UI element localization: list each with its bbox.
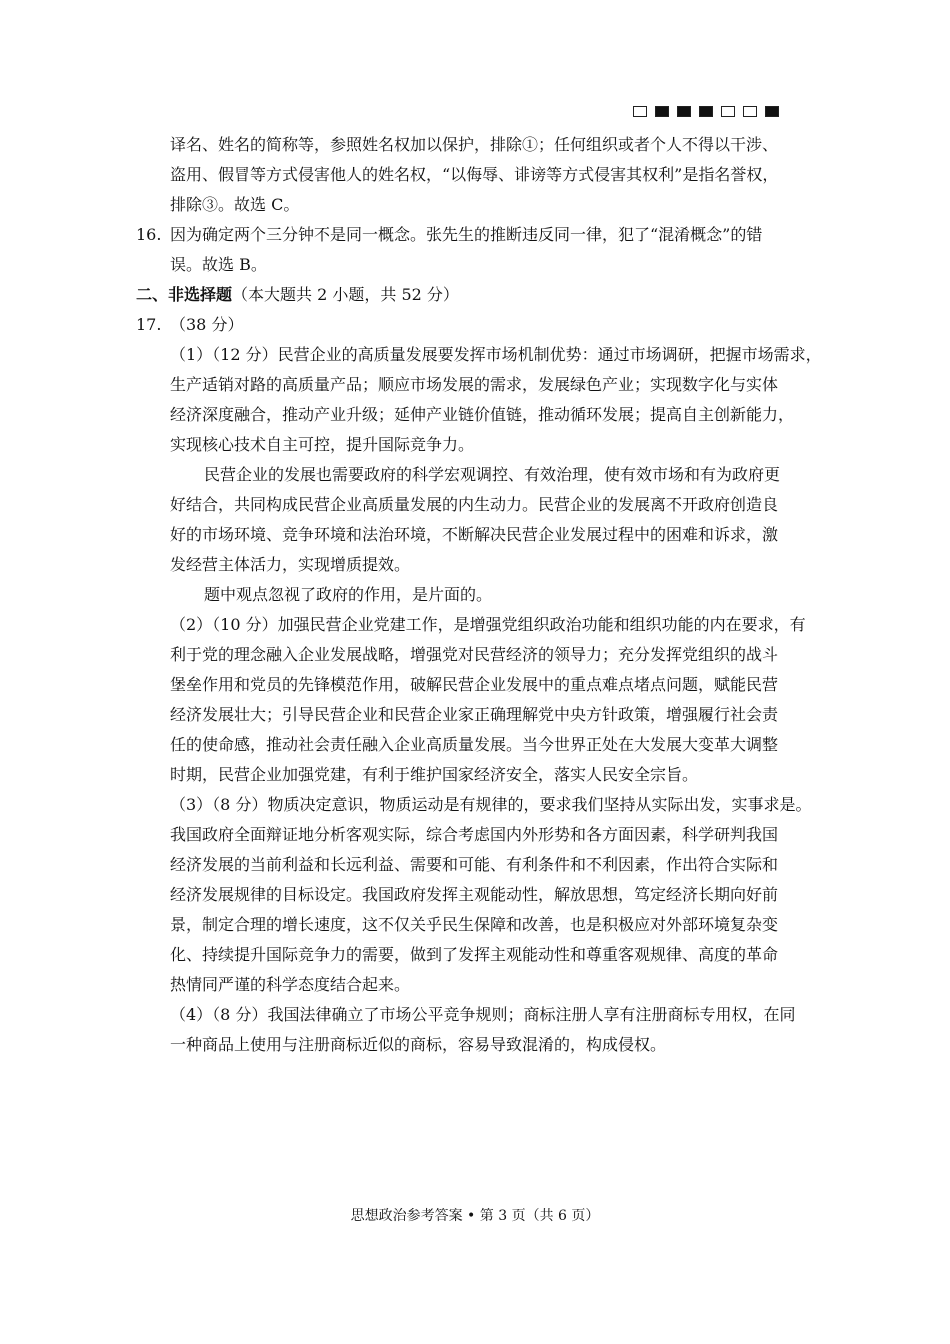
q17-part1-para2-line: 好的市场环境、竞争环境和法治环境，不断解决民营企业发展过程中的困难和诉求，激 (170, 525, 779, 544)
mark-square-3 (677, 106, 691, 117)
mark-square-4 (699, 106, 713, 117)
header-marks (633, 106, 779, 117)
section-note: （本大题共 2 小题，共 52 分） (232, 285, 459, 304)
q16-number: 16. (136, 225, 162, 244)
q17-part3-line: 景，制定合理的增长速度，这不仅关乎民生保障和改善，也是积极应对外部环境复杂变 (170, 915, 779, 934)
q17-part1-line: （1）（12 分）民营企业的高质量发展要发挥市场机制优势：通过市场调研，把握市场需求， (170, 345, 822, 364)
q17-number: 17. (136, 315, 162, 334)
q17-part3-line: 热情同严谨的科学态度结合起来。 (170, 975, 411, 994)
q17-part1-line: 生产适销对路的高质量产品；顺应市场发展的需求，发展绿色产业；实现数字化与实体 (170, 375, 779, 394)
q17-part4-line: 一种商品上使用与注册商标近似的商标，容易导致混淆的，构成侵权。 (170, 1035, 667, 1054)
q17-score: （38 分） (170, 315, 244, 334)
q17-part2-line: 利于党的理念融入企业发展战略，增强党对民营经济的领导力；充分发挥党组织的战斗 (170, 645, 779, 664)
q16-line: 误。故选 B。 (170, 255, 267, 274)
q17-heading (136, 310, 816, 340)
section-heading (136, 280, 816, 310)
q17-part3-line: 经济发展的当前利益和长远利益、需要和可能、有利条件和不利因素，作出符合实际和 (170, 855, 779, 874)
q17-part2-line: 任的使命感，推动社会责任融入企业高质量发展。当今世界正处在大发展大变革大调整 (170, 735, 779, 754)
q17-part1-line: 经济深度融合，推动产业升级；延伸产业链价值链，推动循环发展；提高自主创新能力， (170, 405, 795, 424)
q17-part3-line: 化、持续提升国际竞争力的需要，做到了发挥主观能动性和尊重客观规律、高度的革命 (170, 945, 779, 964)
q17-part1-para2-line: 民营企业的发展也需要政府的科学宏观调控、有效治理，使有效市场和有为政府更 (204, 465, 781, 484)
q17-part1-conclusion: 题中观点忽视了政府的作用，是片面的。 (204, 585, 493, 604)
mark-square-1 (633, 106, 647, 117)
page-footer: 思想政治参考答案 • 第 3 页（共 6 页） (350, 1208, 600, 1224)
q17-part3-line: 我国政府全面辩证地分析客观实际，综合考虑国内外形势和各方面因素，科学研判我国 (170, 825, 779, 844)
q15-line: 排除③。故选 C。 (170, 195, 300, 214)
q17-part2-line: （2）（10 分）加强民营企业党建工作，是增强党组织政治功能和组织功能的内在要求，有 (170, 615, 806, 634)
q15-line: 盗用、假冒等方式侵害他人的姓名权，“以侮辱、诽谤等方式侵害其权利”是指名誉权， (170, 165, 779, 184)
q17-part3-line: （3）（8 分）物质决定意识，物质运动是有规律的，要求我们坚持从实际出发，实事求是。 (170, 795, 812, 814)
q17-part1-para2-line: 好结合，共同构成民营企业高质量发展的内生动力。民营企业的发展离不开政府创造良 (170, 495, 779, 514)
mark-square-7 (765, 106, 779, 117)
q17-part2-line: 堡垒作用和党员的先锋模范作用，破解民营企业发展中的重点难点堵点问题，赋能民营 (170, 675, 779, 694)
answer-content (136, 130, 822, 1060)
q17-part1-line: 实现核心技术自主可控，提升国际竞争力。 (170, 435, 475, 454)
section-title: 二、非选择题 (136, 285, 233, 304)
q16-text: 因为确定两个三分钟不是同一概念。张先生的推断违反同一律，犯了“混淆概念”的错 (170, 225, 763, 244)
q17-part2-line: 经济发展壮大；引导民营企业和民营企业家正确理解党中央方针政策，增强履行社会责 (170, 705, 779, 724)
mark-square-2 (655, 106, 669, 117)
q16-line (136, 220, 816, 250)
q15-line: 译名、姓名的简称等，参照姓名权加以保护，排除①；任何组织或者个人不得以干涉、 (170, 135, 779, 154)
q17-part4-line: （4）（8 分）我国法律确立了市场公平竞争规则；商标注册人享有注册商标专用权，在同 (170, 1005, 796, 1024)
q17-part3-line: 经济发展规律的目标设定。我国政府发挥主观能动性，解放思想，笃定经济长期向好前 (170, 885, 779, 904)
mark-square-5 (721, 106, 735, 117)
q17-part1-para2-line: 发经营主体活力，实现增质提效。 (170, 555, 411, 574)
q17-part2-line: 时期，民营企业加强党建，有利于维护国家经济安全，落实人民安全宗旨。 (170, 765, 699, 784)
mark-square-6 (743, 106, 757, 117)
